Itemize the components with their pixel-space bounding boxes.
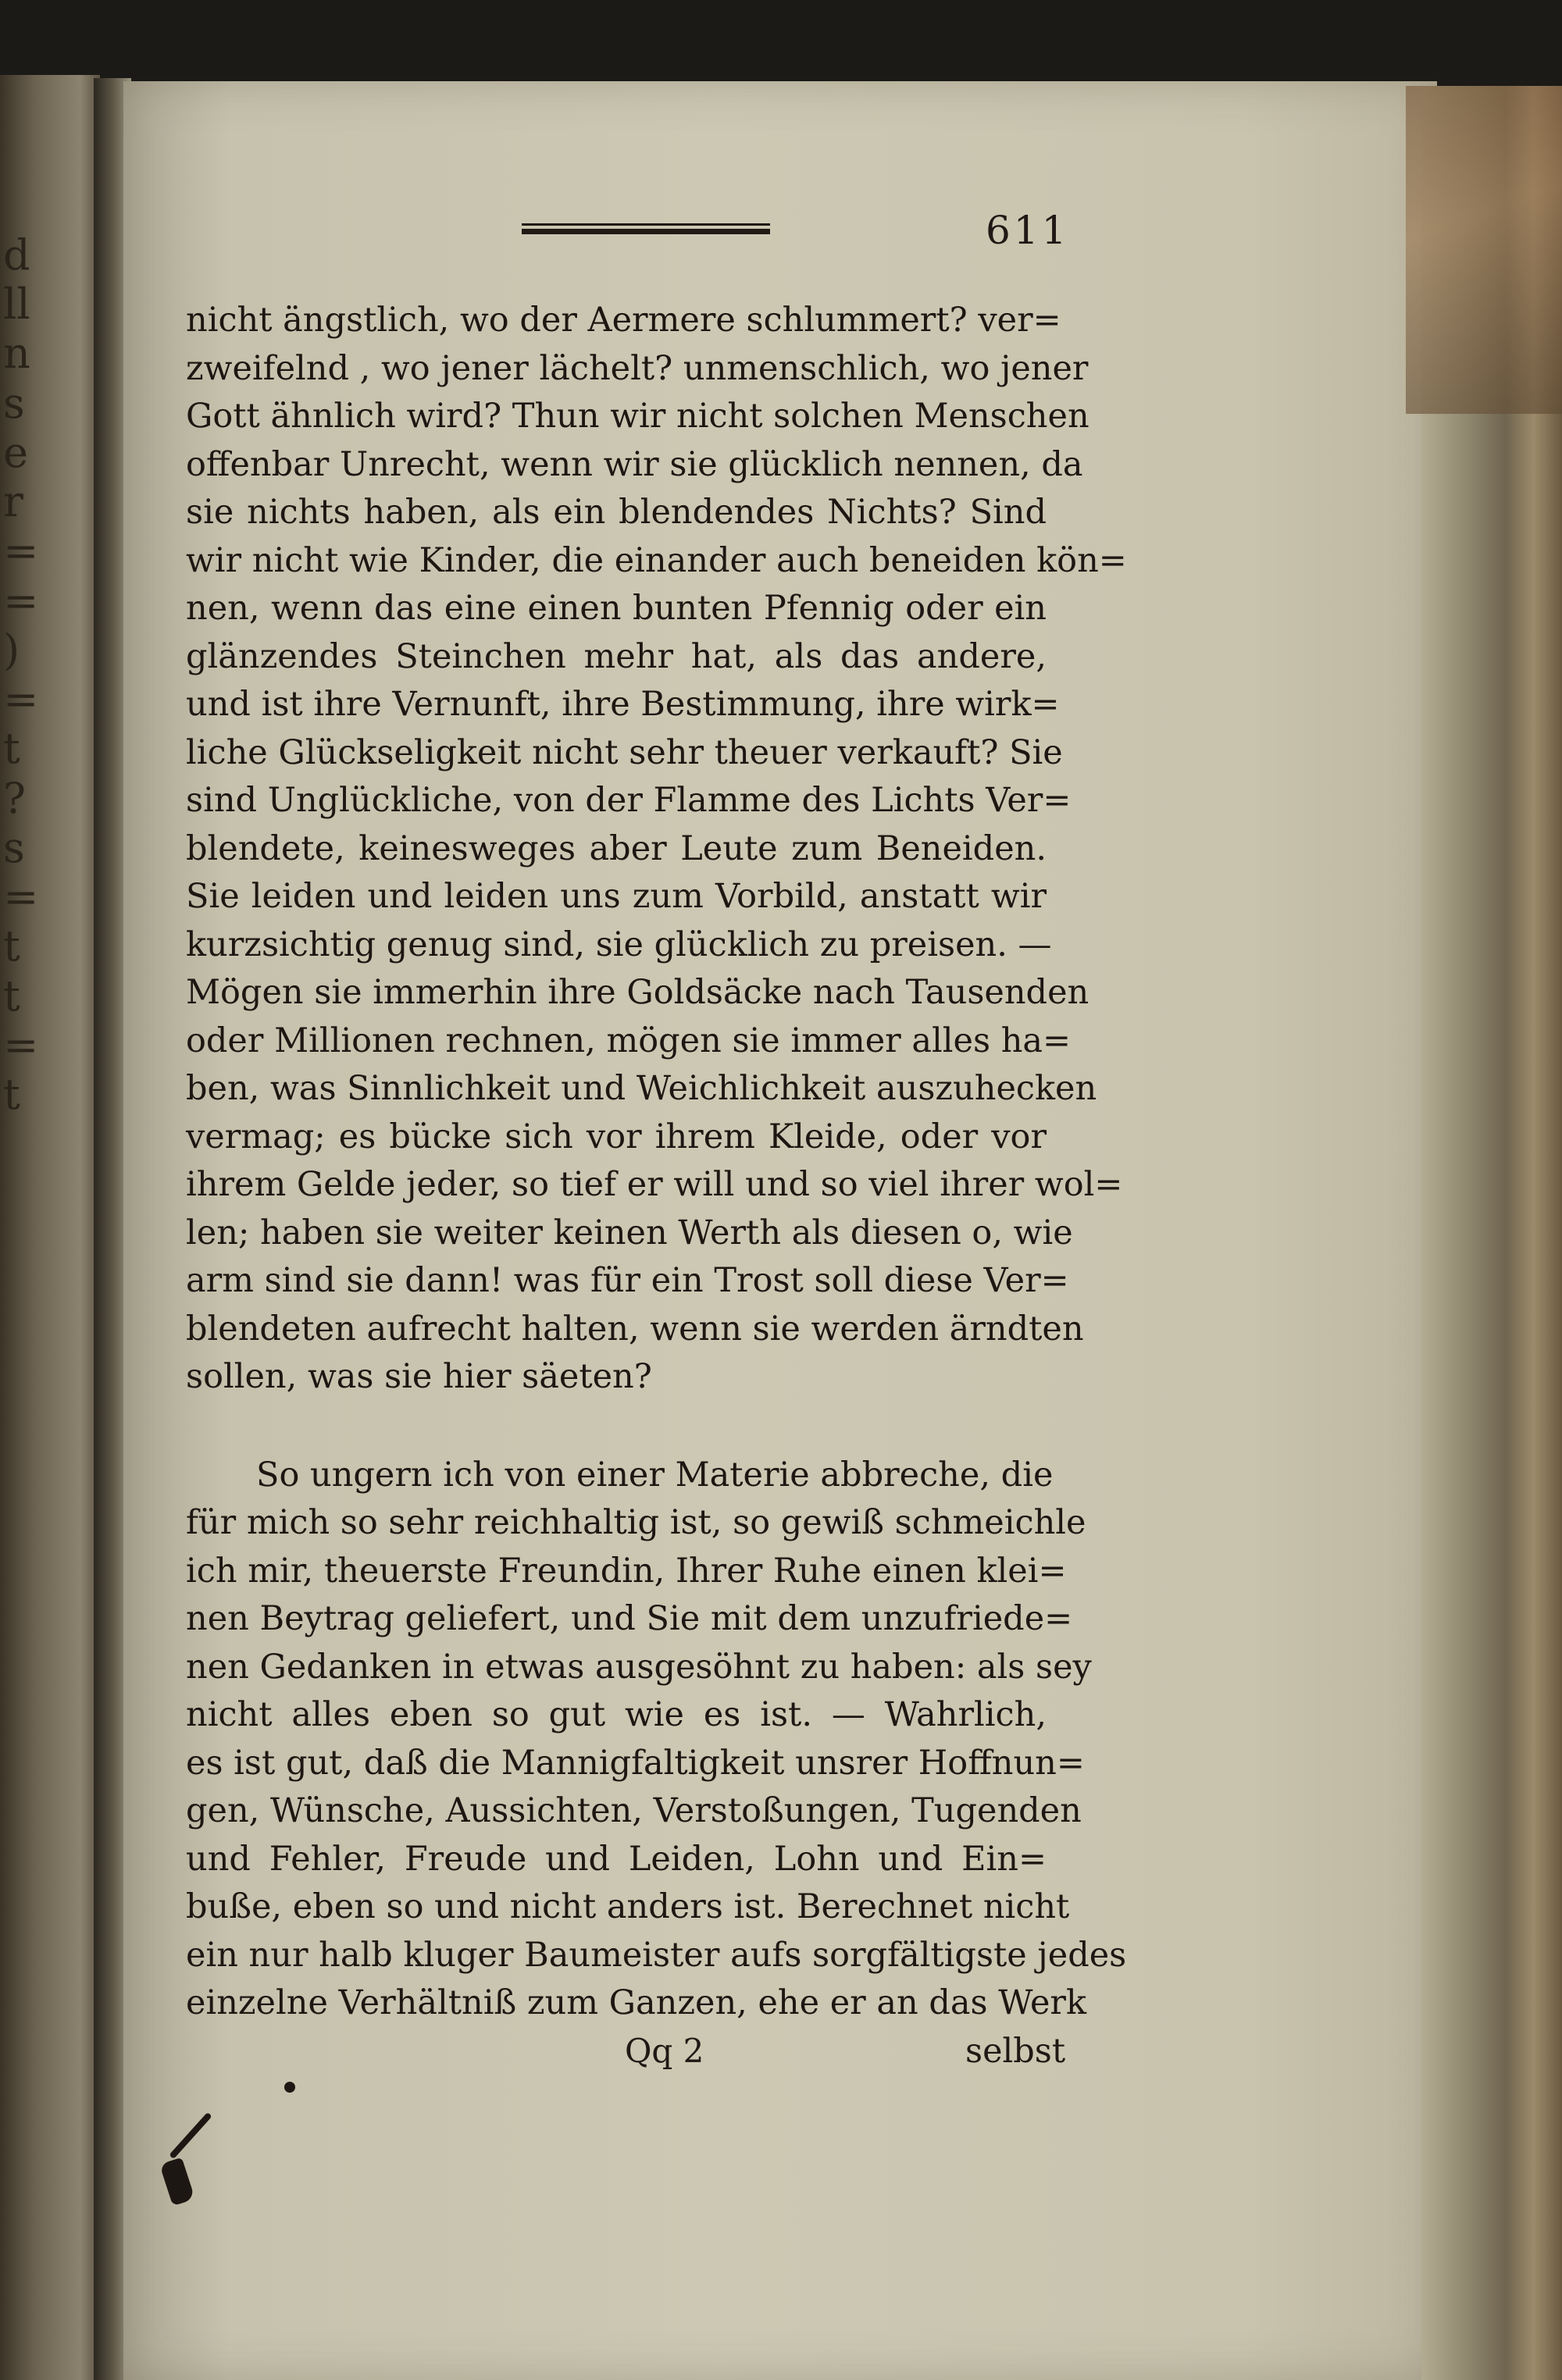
text-line: sind Unglückliche, von der Flamme des Lichts Ver= xyxy=(186,781,1072,820)
text-line: blendete, keinesweges aber Leute zum Beneiden. xyxy=(186,828,1047,868)
text-line: ihrem Gelde jeder, so tief er will und so viel ihrer wol= xyxy=(186,1165,1123,1204)
text-line: nen Beytrag geliefert, und Sie mit dem unzufriede= xyxy=(186,1599,1073,1638)
text-line: Sie leiden und leiden uns zum Vorbild, anstatt wir xyxy=(186,877,1047,916)
margin-letter: s xyxy=(3,822,25,872)
text-line: vermag; es bücke sich vor ihrem Kleide, oder vor xyxy=(186,1117,1047,1156)
text-line: ein nur halb kluger Baumeister aufs sorgfältigste jedes xyxy=(186,1935,1127,1975)
margin-letter: e xyxy=(3,427,28,477)
text-line: glänzendes Steinchen mehr hat, als das andere, xyxy=(186,636,1047,676)
signature-mark: Qq 2 xyxy=(625,2032,704,2070)
left-page-fragment xyxy=(0,75,100,2380)
paragraph-gap xyxy=(186,1402,1047,1452)
header-rule xyxy=(522,223,770,234)
margin-letter: ll xyxy=(3,280,30,330)
text-line: nicht alles eben so gut wie es ist. — Wahrlich, xyxy=(186,1695,1047,1734)
text-line: offenbar Unrecht, wenn wir sie glücklich nennen, da xyxy=(186,444,1083,484)
paragraph xyxy=(186,1452,1127,2028)
margin-letter: ) xyxy=(3,625,20,675)
text-line: zweifelnd , wo jener lächelt? unmenschlich, wo jener xyxy=(186,348,1089,388)
margin-letter: = xyxy=(3,575,39,625)
margin-letter: n xyxy=(3,329,30,379)
margin-letter: = xyxy=(3,872,39,922)
margin-letter: ? xyxy=(3,773,26,823)
text-line: nen Gedanken in etwas ausgesöhnt zu haben: als sey xyxy=(186,1647,1092,1687)
margin-letter: = xyxy=(3,1020,39,1070)
text-line: gen, Wünsche, Aussichten, Verstoßungen, Tugenden xyxy=(186,1791,1082,1830)
text-line: liche Glückseligkeit nicht sehr theuer verkauft? Sie xyxy=(186,732,1063,772)
margin-letter: t xyxy=(3,921,20,971)
text-line: nen, wenn das eine einen bunten Pfennig oder ein xyxy=(186,589,1047,628)
ink-dot xyxy=(284,2082,295,2093)
text-line: blendeten aufrecht halten, wenn sie werden ärndten xyxy=(186,1309,1084,1349)
margin-letter: = xyxy=(3,526,39,576)
text-line: einzelne Verhältniß zum Ganzen, ehe er an das Werk xyxy=(186,1983,1087,2022)
margin-letter: d xyxy=(3,230,30,280)
paragraph xyxy=(186,297,1127,1402)
page-edge xyxy=(1421,86,1562,2380)
text-line: So ungern ich von einer Materie abbreche, die xyxy=(256,1455,1054,1495)
text-line: wir nicht wie Kinder, die einander auch beneiden kön= xyxy=(186,540,1127,580)
text-line: ben, was Sinnlichkeit und Weichlichkeit auszuhecken xyxy=(186,1069,1097,1108)
margin-letter: t xyxy=(3,1070,20,1120)
page-number: 611 xyxy=(986,208,1070,253)
margin-letter: r xyxy=(3,477,23,527)
text-line: ich mir, theuerste Freundin, Ihrer Ruhe einen klei= xyxy=(186,1551,1067,1591)
text-line: Mögen sie immerhin ihre Goldsäcke nach Tausenden xyxy=(186,973,1089,1012)
text-line: len; haben sie weiter keinen Werth als diesen o, wie xyxy=(186,1213,1073,1252)
margin-letter: = xyxy=(3,675,39,725)
text-line: sollen, was sie hier säeten? xyxy=(186,1357,652,1396)
worn-cover xyxy=(1406,86,1562,414)
text-line: für mich so sehr reichhaltig ist, so gewiß schmeichle xyxy=(186,1503,1086,1542)
text-line: oder Millionen rechnen, mögen sie immer alles ha= xyxy=(186,1021,1072,1060)
text-line: und ist ihre Vernunft, ihre Bestimmung, ihre wirk= xyxy=(186,685,1060,724)
margin-letter: t xyxy=(3,724,20,774)
text-line: nicht ängstlich, wo der Aermere schlummert? ver= xyxy=(186,301,1061,340)
text-line: arm sind sie dann! was für ein Trost soll diese Ver= xyxy=(186,1261,1069,1300)
margin-letter: s xyxy=(3,378,25,428)
catchword: selbst xyxy=(965,2032,1066,2071)
margin-letter: t xyxy=(3,971,20,1021)
text-line: und Fehler, Freude und Leiden, Lohn und Ein= xyxy=(186,1839,1047,1879)
text-line: sie nichts haben, als ein blendendes Nichts? Sind xyxy=(186,493,1047,532)
body-text xyxy=(186,297,1127,2028)
text-line: kurzsichtig genug sind, sie glücklich zu preisen. — xyxy=(186,925,1052,964)
text-line: buße, eben so und nicht anders ist. Berechnet nicht xyxy=(186,1887,1070,1926)
text-line: es ist gut, daß die Mannigfaltigkeit unsrer Hoffnun= xyxy=(186,1743,1085,1783)
text-line: Gott ähnlich wird? Thun wir nicht solchen Menschen xyxy=(186,397,1089,436)
